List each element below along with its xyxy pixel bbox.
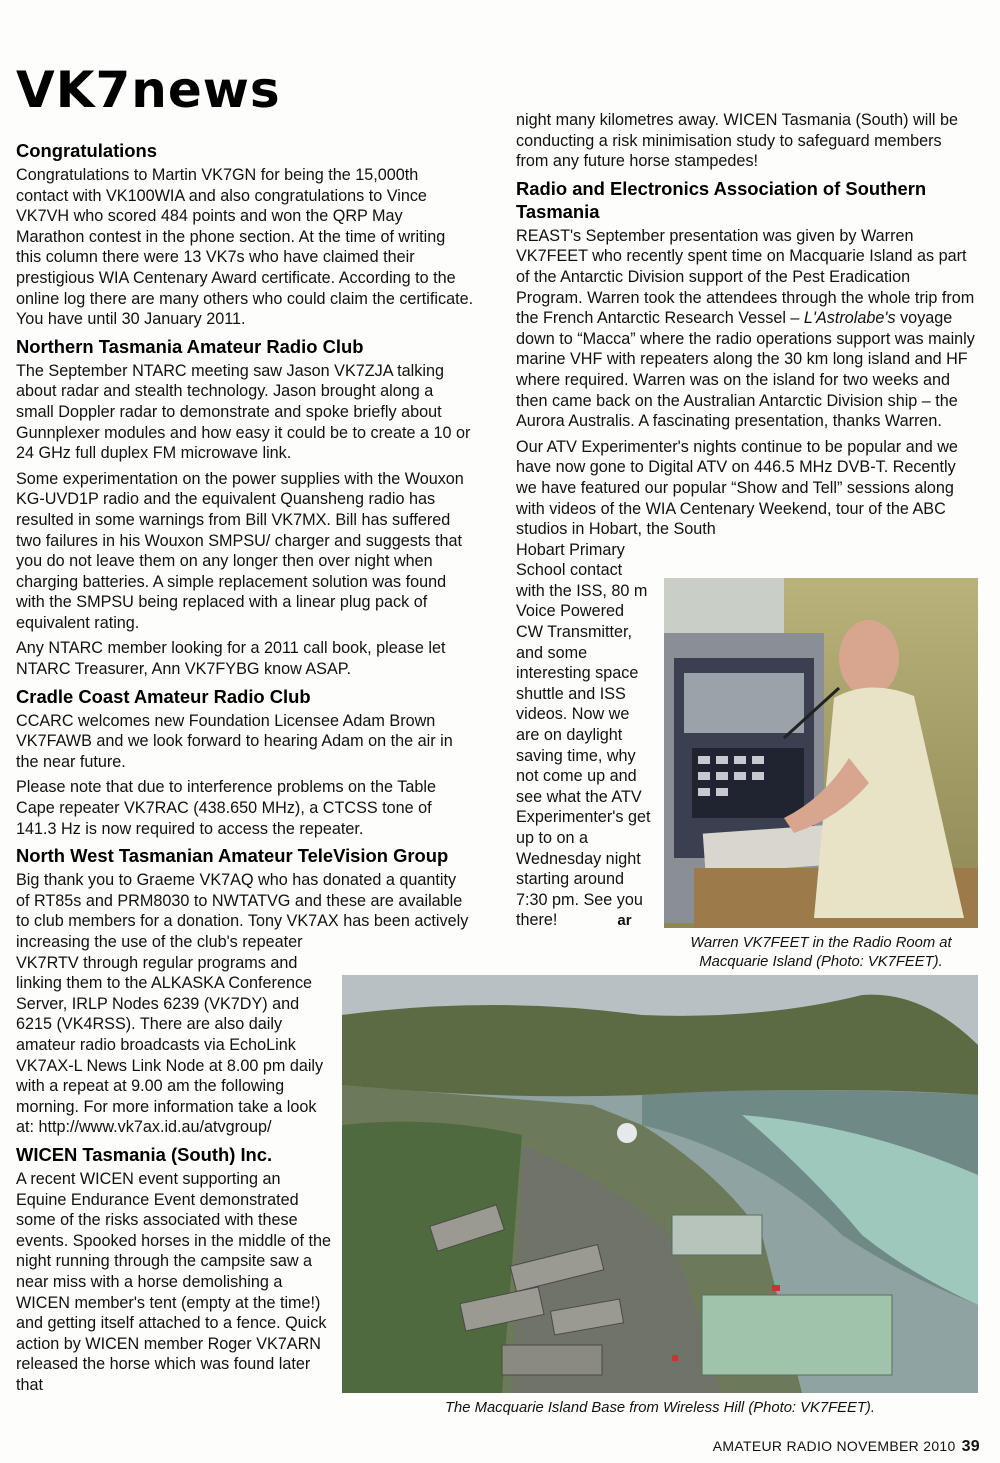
heading-congratulations: Congratulations	[16, 140, 157, 161]
heading-nwtatvg: North West Tasmanian Amateur TeleVision Group	[16, 845, 449, 867]
reast-text-a: REAST's September presentation was given by Warren VK7FEET who recently spent time on Macquarie Island as part of the Antarctic Division support of the Pest Eradication Program. Warren took the attendees through the whole trip from the French Antarctic Research Vessel –	[516, 226, 975, 328]
reast-paragraph-1	[516, 226, 976, 432]
ntarc-paragraph-3: Any NTARC member looking for a 2011 call book, please let NTARC Treasurer, Ann VK7FYBG know ASAP.	[16, 639, 446, 679]
reast-paragraph-2-wide: Our ATV Experimenter's nights continue to be popular and we have now gone to Digital ATV on 446.5 MHz DVB-T. Recently we have featured our popular “Show and Tell” sessions along with videos of the WIA Centenary Weekend, tour of the ABC studios in Hobart, the South	[516, 437, 958, 539]
reast-narrow-text: Hobart Primary School contact with the ISS, 80 m Voice Powered CW Transmitter, and some interesting space shuttle and ISS videos. Now we are on daylight saving time, why not come up and see what the ATV Experimenter's get up to on a Wednesday night starting around 7:30 pm. See you there!	[516, 540, 651, 930]
nwtatvg-body-wide: Big thank you to Graeme VK7AQ who has donated a quantity of RT85s and PRM8030 to NWTATVG and these are available to club members for a donation. Tony VK7AX has been actively increasing the use of the club's repeater	[16, 871, 469, 951]
page-footer	[713, 1438, 980, 1456]
ccarc-paragraph-2: Please note that due to interference problems on the Table Cape repeater VK7RAC (438.650 MHz), a CTCSS tone of 141.3 Hz is now required to access the repeater.	[16, 778, 436, 838]
page-number: 39	[961, 1438, 980, 1455]
ship-name: L'Astrolabe's	[803, 309, 896, 328]
reast-paragraph-2-narrow	[516, 540, 654, 932]
island-base-caption: The Macquarie Island Base from Wireless Hill (Photo: VK7FEET).	[445, 1400, 875, 1416]
radio-room-illustration	[664, 578, 978, 928]
radio-room-caption: Warren VK7FEET in the Radio Room at Macquarie Island (Photo: VK7FEET).	[690, 935, 952, 970]
page-title: VK7news	[16, 61, 281, 119]
island-base-photo	[342, 975, 978, 1393]
ntarc-paragraph-2: Some experimentation on the power supplies with the Wouxon KG-UVD1P radio and the equivalent Quansheng radio has resulted in some warnings from Bill VK7MX. Bill has suffered two failures in his Wouxon SMPSU/ charger and suggests that you do not leave them on any longer then over night when charging batteries. A simple replacement solution was found with the SMPSU being replaced with a linear plug pack of equivalent rating.	[16, 469, 464, 632]
reast-text-b: voyage down to “Macca” where the radio operations support was mainly marine VHF with repeaters along the 30 km long island and HF where required. Warren was on the island for two weeks and then came back on the Australian Antarctic Division ship – the Aurora Australis. A fascinating presentation, thanks Warren.	[516, 309, 975, 431]
congratulations-body: Congratulations to Martin VK7GN for being the 15,000th contact with VK100WIA and also congratulations to Vince VK7VH who scored 484 points and won the QRP May Marathon contest in the phone section. At the time of writing this column there were 13 VK7s who have claimed their prestigious WIA Centenary Award certificate. According to the online log there are many others who could claim the certificate. You have until 30 January 2011.	[16, 166, 474, 329]
heading-ccarc: Cradle Coast Amateur Radio Club	[16, 685, 311, 707]
wicen-continued: night many kilometres away. WICEN Tasmania (South) will be conducting a risk minimisation study to safeguard members from any future horse stampedes!	[516, 111, 959, 171]
wicen-body: A recent WICEN event supporting an Equine Endurance Event demonstrated some of the risks associated with these events. Spooked horses in the middle of the night running through the campsite saw a near miss with a horse demolishing a WICEN member's tent (empty at the time!) and getting itself attached to a fence. Quick action by WICEN member Roger VK7ARN released the horse which was found later that	[16, 1169, 331, 1394]
nwtatvg-body-narrow: VK7RTV through regular programs and linking them to the ALKASKA Conference Server, IRLP Nodes 6239 (VK7DY) and 6215 (VK4RSS). There are also daily amateur radio broadcasts via EchoLink VK7AX-L News Link Node at 8.00 pm daily with a repeat at 9.00 am the following morning. For more information take a look at: http://www.vk7ax.id.au/atvgroup/	[16, 953, 324, 1137]
publication-name: AMATEUR RADIO NOVEMBER 2010	[712, 1438, 956, 1454]
ntarc-paragraph-1: The September NTARC meeting saw Jason VK7ZJA talking about radar and stealth technology. Jason brought along a small Doppler radar to demonstrate and spoke briefly about Gunnplexer modules and how easy it could be to create a 10 or 24 GHz full duplex FM microwave link.	[16, 361, 471, 463]
article-end-mark: ar	[617, 912, 632, 930]
heading-reast: Radio and Electronics Association of Southern Tasmania	[516, 177, 927, 222]
island-base-illustration	[342, 975, 978, 1393]
heading-ntarc: Northern Tasmania Amateur Radio Club	[16, 335, 364, 357]
radio-room-photo	[664, 578, 978, 928]
heading-wicen: WICEN Tasmania (South) Inc.	[16, 1143, 273, 1165]
ccarc-paragraph-1: CCARC welcomes new Foundation Licensee Adam Brown VK7FAWB and we look forward to hearing Adam on the air in the near future.	[16, 711, 453, 771]
